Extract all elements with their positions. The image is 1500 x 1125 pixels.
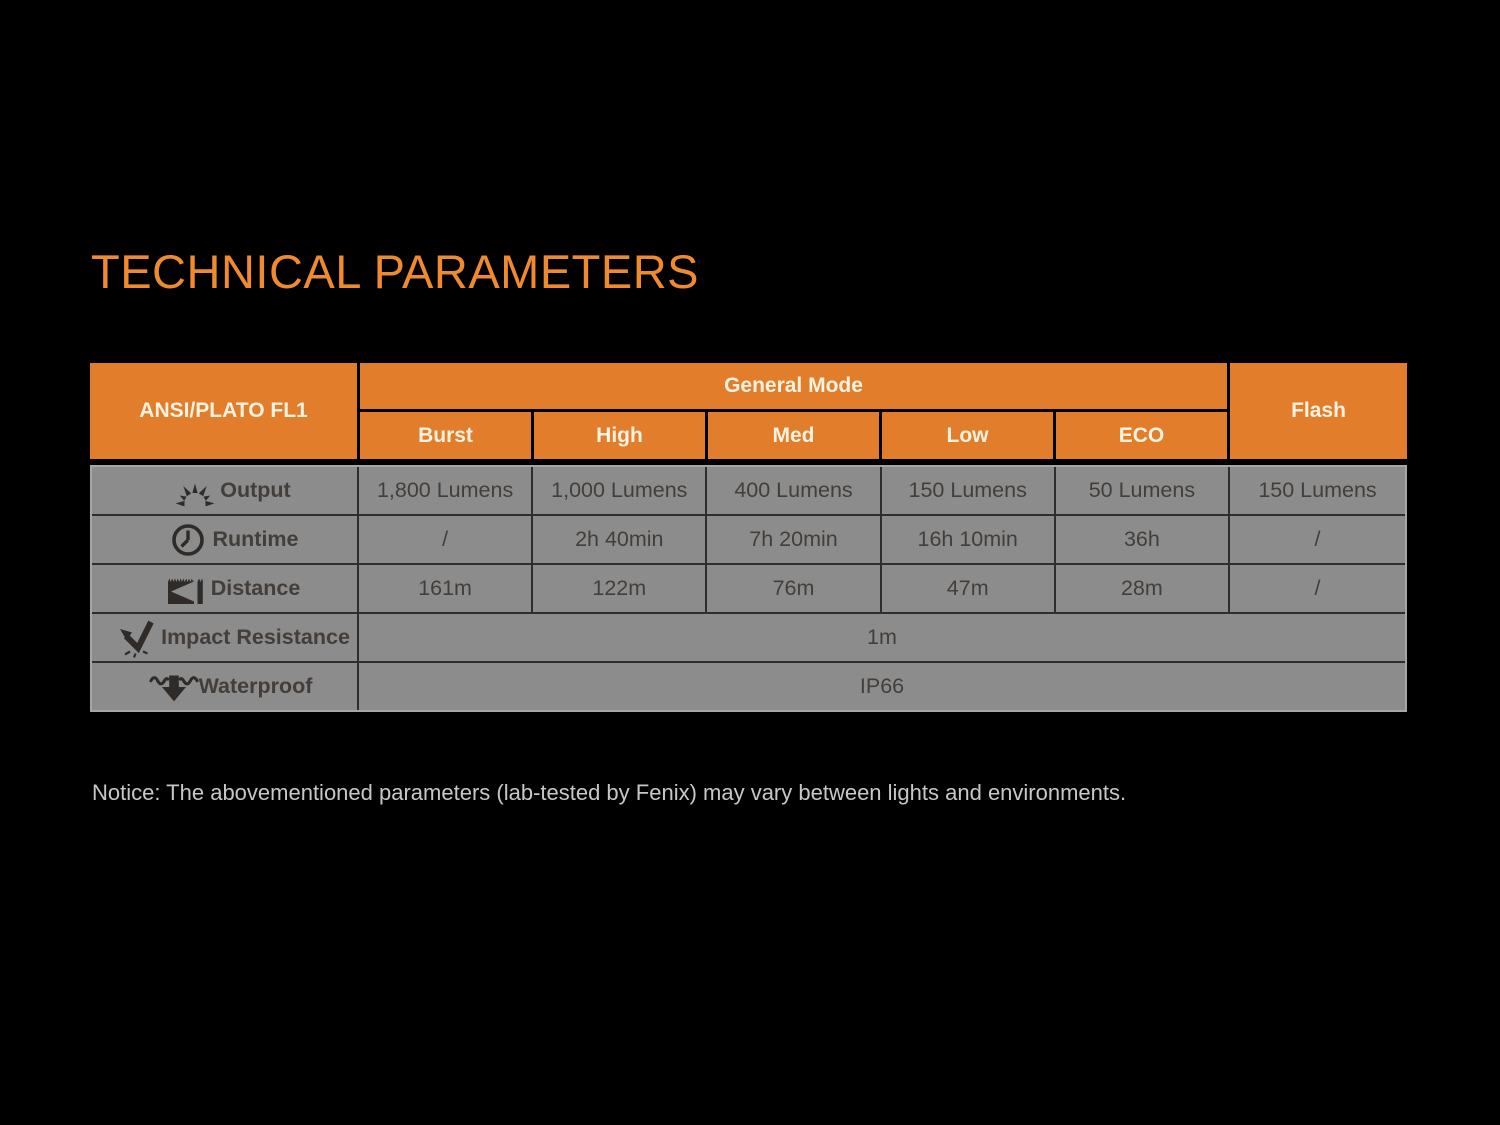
impact-resistance-icon: [111, 618, 161, 658]
flash-header-cell: Flash: [1230, 363, 1407, 459]
mode-header-low: Low: [882, 412, 1053, 459]
row-label-waterproof: [92, 663, 357, 710]
impact-resistance-value-cell: 1m: [359, 614, 1405, 661]
output-icon: [170, 473, 220, 509]
runtime-flash-cell: /: [1230, 516, 1405, 563]
row-label-runtime: [92, 516, 357, 563]
corner-header-cell: ANSI/PLATO FL1: [90, 363, 357, 459]
output-low-cell: 150 Lumens: [882, 467, 1054, 514]
output-eco-cell: 50 Lumens: [1056, 467, 1228, 514]
notice-text: Notice: The abovementioned parameters (lab-tested by Fenix) may vary between lights and environments.: [92, 780, 1127, 805]
distance-low-cell: 47m: [882, 565, 1054, 612]
output-burst-cell: 1,800 Lumens: [359, 467, 531, 514]
runtime-burst-cell: /: [359, 516, 531, 563]
output-med-cell: 400 Lumens: [707, 467, 879, 514]
distance-med-cell: 76m: [707, 565, 879, 612]
mode-header-burst: Burst: [360, 412, 531, 459]
row-label-text: Distance: [210, 576, 301, 600]
output-flash-cell: 150 Lumens: [1230, 467, 1405, 514]
row-label-text: Waterproof: [198, 674, 313, 698]
output-high-cell: 1,000 Lumens: [533, 467, 705, 514]
row-label-text: Impact Resistance: [161, 625, 350, 649]
waterproof-value-cell: IP66: [359, 663, 1405, 710]
runtime-icon: [163, 522, 213, 558]
distance-burst-cell: 161m: [359, 565, 531, 612]
distance-high-cell: 122m: [533, 565, 705, 612]
mode-header-med: Med: [708, 412, 879, 459]
general-mode-header-cell: General Mode: [360, 363, 1227, 409]
runtime-med-cell: 7h 20min: [707, 516, 879, 563]
runtime-low-cell: 16h 10min: [882, 516, 1054, 563]
row-label-distance: [92, 565, 357, 612]
distance-icon: [161, 572, 211, 606]
row-label-text: Runtime: [212, 527, 299, 551]
spec-table-body: [90, 465, 1407, 712]
row-label-impact-resistance: [92, 614, 357, 661]
waterproof-icon: [149, 670, 199, 704]
spec-table-header: [90, 363, 1407, 459]
spec-table: [90, 363, 1407, 712]
page-title: TECHNICAL PARAMETERS: [91, 245, 700, 298]
runtime-high-cell: 2h 40min: [533, 516, 705, 563]
mode-header-eco: ECO: [1056, 412, 1227, 459]
row-label-output: [92, 467, 357, 514]
mode-header-high: High: [534, 412, 705, 459]
distance-eco-cell: 28m: [1056, 565, 1228, 612]
distance-flash-cell: /: [1230, 565, 1405, 612]
row-label-text: Output: [220, 478, 291, 502]
runtime-eco-cell: 36h: [1056, 516, 1228, 563]
